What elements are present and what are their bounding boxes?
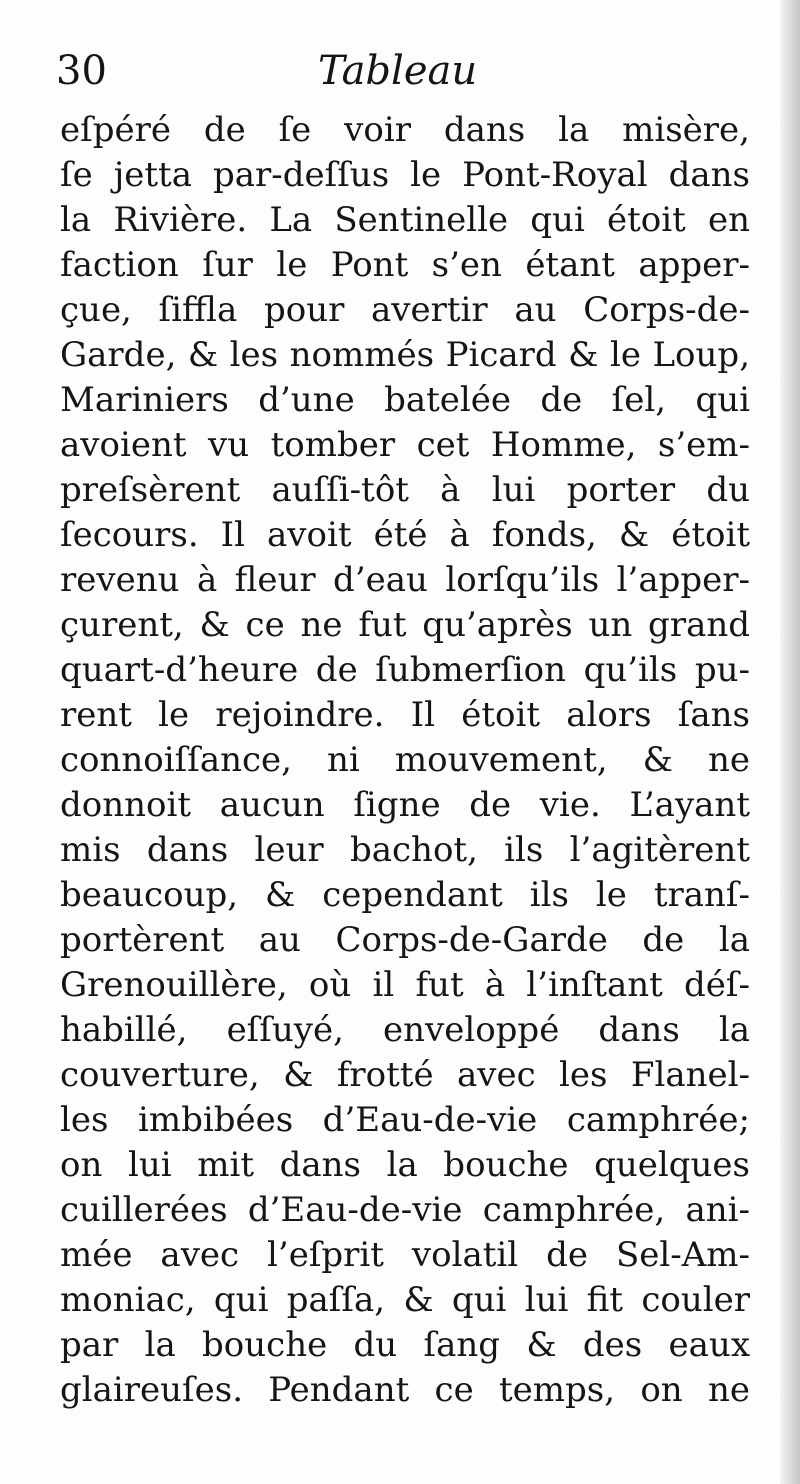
text-line: donnoit aucun ſigne de vie. L’ayant — [60, 785, 750, 825]
text-line: les imbibées d’Eau-de-vie camphrée; — [60, 1100, 750, 1140]
text-line: eſpéré de ſe voir dans la misère, — [60, 110, 750, 150]
text-line: on lui mit dans la bouche quelques — [60, 1145, 750, 1185]
text-line: cuillerées d’Eau-de-vie camphrée, ani- — [60, 1190, 750, 1230]
page-header — [56, 42, 756, 98]
text-line: couverture, & frotté avec les Flanel- — [60, 1055, 750, 1095]
text-line: mée avec l’eſprit volatil de Sel-Am- — [60, 1235, 750, 1275]
text-line: connoiſſance, ni mouvement, & ne — [60, 740, 750, 780]
text-line: moniac, qui paſſa, & qui lui fit couler — [60, 1280, 750, 1320]
text-line: çue, ſiffla pour avertir au Corps-de- — [60, 290, 750, 330]
body-text — [60, 108, 750, 1413]
text-line: mis dans leur bachot, ils l’agitèrent — [60, 830, 750, 870]
text-line: ſe jetta par-deſſus le Pont-Royal dans — [60, 155, 750, 195]
text-line: revenu à fleur d’eau lorſqu’ils l’apper- — [60, 560, 750, 600]
page-number: 30 — [56, 48, 107, 94]
text-line: Grenouillère, où il fut à l’inſtant déſ- — [60, 965, 750, 1005]
text-line: par la bouche du ſang & des eaux — [60, 1325, 750, 1365]
text-line: çurent, & ce ne fut qu’après un grand — [60, 605, 750, 645]
text-line: glaireuſes. Pendant ce temps, on ne — [60, 1370, 750, 1410]
text-line: avoient vu tomber cet Homme, s’em- — [60, 425, 750, 465]
text-line: Garde, & les nommés Picard & le Loup, — [60, 335, 750, 375]
running-title: Tableau — [318, 48, 478, 94]
text-line: beaucoup, & cependant ils le tranſ- — [60, 875, 750, 915]
text-line: rent le rejoindre. Il étoit alors ſans — [60, 695, 750, 735]
text-line: quart-d’heure de ſubmerſion qu’ils pu- — [60, 650, 750, 690]
text-line: ſecours. Il avoit été à fonds, & étoit — [60, 515, 750, 555]
page-edge-shadow — [780, 0, 800, 1484]
text-line: Mariniers d’une batelée de ſel, qui — [60, 380, 750, 420]
text-line: habillé, eſſuyé, enveloppé dans la — [60, 1010, 750, 1050]
text-line: faction ſur le Pont s’en étant apper- — [60, 245, 750, 285]
text-line: portèrent au Corps-de-Garde de la — [60, 920, 750, 960]
text-line: preſsèrent auſſi-tôt à lui porter du — [60, 470, 750, 510]
text-line: la Rivière. La Sentinelle qui étoit en — [60, 200, 750, 240]
